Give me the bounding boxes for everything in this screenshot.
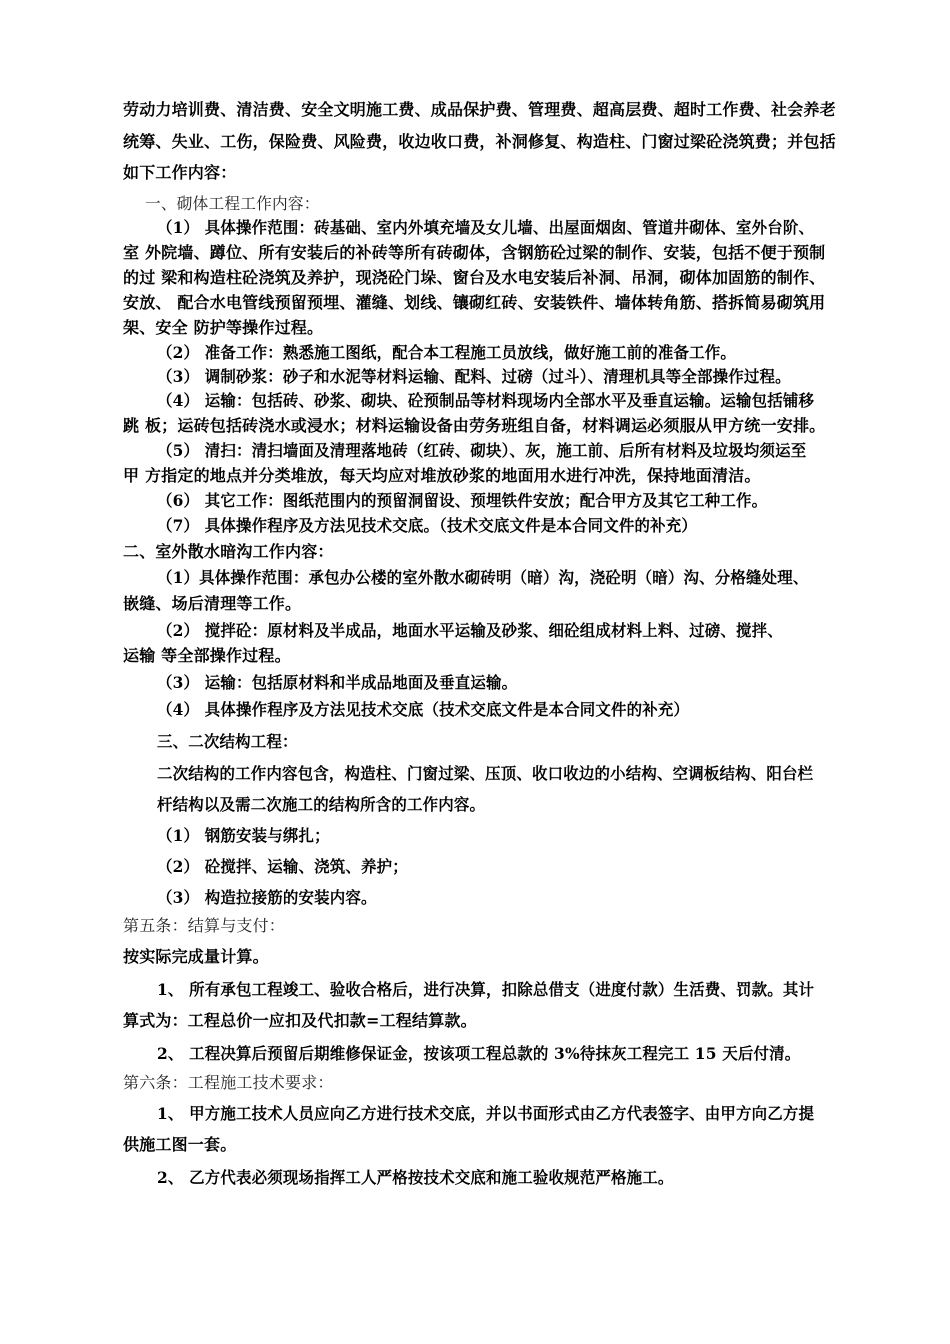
text-line: （4） 具体操作程序及方法见技术交底（技术交底文件是本合同文件的补充） bbox=[157, 700, 690, 719]
text-line: 跳 板；运砖包括砖浇水或浸水；材料运输设备由劳务班组自备，材料调运必须服从甲方统一安排。 bbox=[123, 416, 826, 435]
text-line: 统筹、失业、工伤，保险费、风险费，收边收口费，补洞修复、构造柱、门窗过梁砼浇筑费；并包括 bbox=[123, 132, 836, 151]
text-line: 室 外院墙、蹲位、所有安装后的补砖等所有砖砌体，含钢筋砼过梁的制作、安装，包括不便于预制 bbox=[123, 243, 826, 262]
text-line: （5） 清扫：清扫墙面及清理落地砖（红砖、砌块）、灰，施工前、后所有材料及垃圾均须运至 bbox=[157, 441, 807, 460]
section-heading: 二、室外散水暗沟工作内容： bbox=[123, 542, 334, 561]
text-line: 2、 乙方代表必须现场指挥工人严格按技术交底和施工验收规范严格施工。 bbox=[157, 1168, 674, 1187]
text-line: 二次结构的工作内容包含，构造柱、门窗过梁、压顶、收口收边的小结构、空调板结构、阳台栏 bbox=[157, 764, 814, 783]
text-line: 杆结构以及需二次施工的结构所含的工作内容。 bbox=[157, 795, 486, 814]
text-line: 2、 工程决算后预留后期维修保证金，按该项工程总款的 3%待抹灰工程完工 15 天后付清。 bbox=[157, 1044, 801, 1063]
text-line: 安放、 配合水电管线预留预埋、灌缝、划线、镶砌红砖、安装铁件、墙体转角筋、搭拆简易砌筑用 bbox=[123, 293, 826, 312]
text-line: （1） 钢筋安装与绑扎； bbox=[157, 826, 330, 845]
text-line: 算式为：工程总价一应扣及代扣款=工程结算款。 bbox=[123, 1011, 477, 1030]
text-line: （4） 运输：包括砖、砂浆、砌块、砼预制品等材料现场内全部水平及垂直运输。运输包括铺移 bbox=[157, 391, 815, 410]
text-line: 1、 所有承包工程竣工、验收合格后，进行决算，扣除总借支（进度付款）生活费、罚款。其计 bbox=[157, 980, 815, 999]
text-line: （2） 搅拌砼：原材料及半成品，地面水平运输及砂浆、细砼组成材料上料、过磅、搅拌、 bbox=[157, 621, 783, 640]
article-heading: 第六条：工程施工技术要求： bbox=[123, 1073, 334, 1092]
text-line: （2） 砼搅拌、运输、浇筑、养护； bbox=[157, 857, 408, 876]
text-line: （1）具体操作范围：承包办公楼的室外散水砌砖明（暗）沟，浇砼明（暗）沟、分格缝处理、 bbox=[157, 568, 809, 587]
text-line: 的过 梁和构造柱砼浇筑及养护，现浇砼门垛、窗台及水电安装后补洞、吊洞，砌体加固筋的制作、 bbox=[123, 268, 826, 287]
text-line: 如下工作内容： bbox=[123, 163, 237, 182]
text-line: （3） 运输：包括原材料和半成品地面及垂直运输。 bbox=[157, 673, 518, 692]
text-line: （2） 准备工作：熟悉施工图纸，配合本工程施工员放线，做好施工前的准备工作。 bbox=[157, 343, 737, 362]
text-line: 嵌缝、场后清理等工作。 bbox=[123, 594, 302, 613]
text-line: 按实际完成量计算。 bbox=[123, 947, 269, 966]
text-line: （3） 调制砂浆：砂子和水泥等材料运输、配料、过磅（过斗）、清理机具等全部操作过程。 bbox=[157, 367, 791, 386]
text-line: （3） 构造拉接筋的安装内容。 bbox=[157, 888, 377, 907]
text-line: 1、 甲方施工技术人员应向乙方进行技术交底，并以书面形式由乙方代表签字、由甲方向乙方提 bbox=[157, 1104, 815, 1123]
text-line: （6） 其它工作：图纸范围内的预留洞留设、预埋铁件安放；配合甲方及其它工种工作。 bbox=[157, 491, 768, 510]
article-heading: 第五条：结算与支付： bbox=[123, 916, 286, 935]
text-line: 劳动力培训费、清洁费、安全文明施工费、成品保护费、管理费、超高层费、超时工作费、社会养老 bbox=[123, 100, 836, 119]
text-line: 运输 等全部操作过程。 bbox=[123, 646, 291, 665]
section-heading: 三、二次结构工程： bbox=[157, 732, 298, 751]
text-line: 甲 方指定的地点并分类堆放，每天均应对堆放砂浆的地面用水进行冲洗，保持地面清洁。 bbox=[123, 466, 761, 485]
section-heading: 一、砌体工程工作内容： bbox=[145, 194, 320, 213]
text-line: （1） 具体操作范围：砖基础、室内外填充墙及女儿墙、出屋面烟囱、管道井砌体、室外台阶、 bbox=[157, 218, 815, 237]
text-line: （7） 具体操作程序及方法见技术交底。（技术交底文件是本合同文件的补充） bbox=[157, 516, 698, 535]
text-line: 供施工图一套。 bbox=[123, 1135, 237, 1154]
text-line: 架、安全 防护等操作过程。 bbox=[123, 318, 324, 337]
